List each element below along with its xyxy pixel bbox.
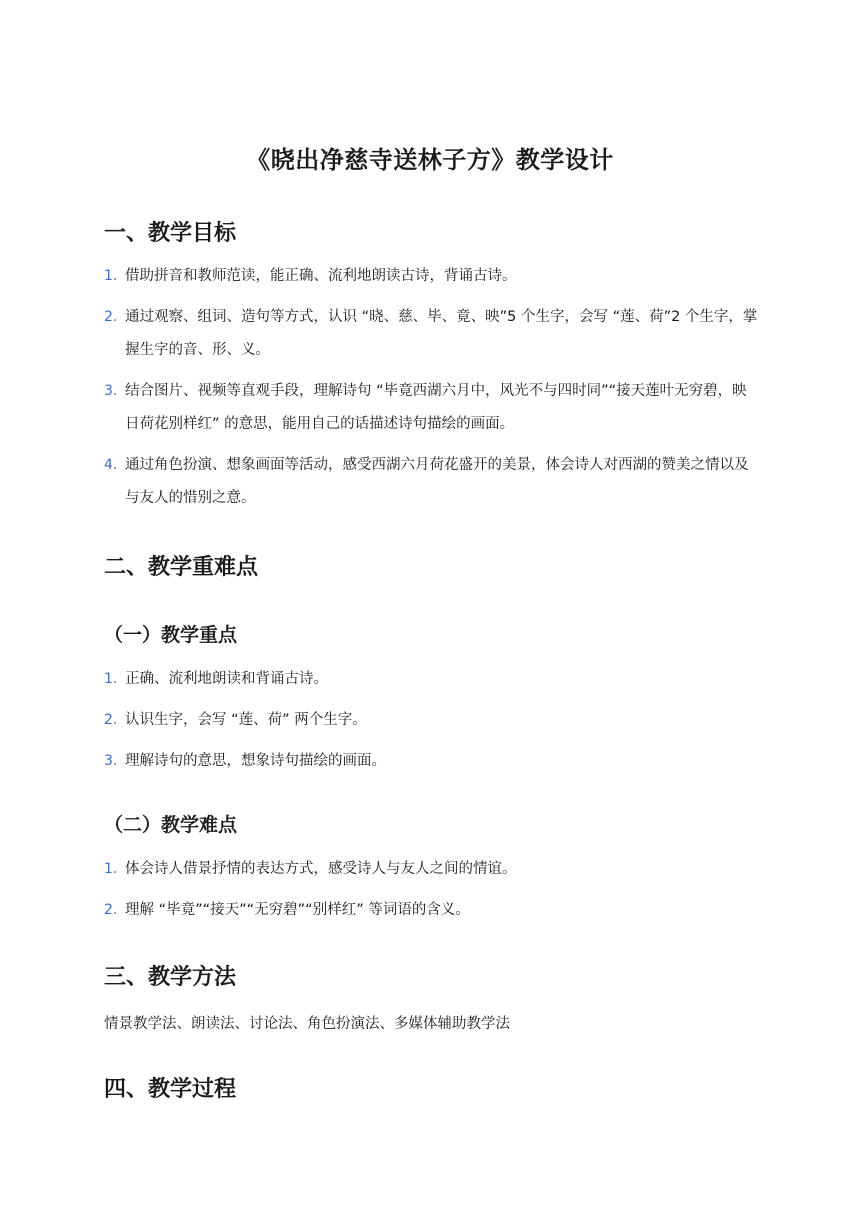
list-item-text: 正确、流利地朗读和背诵古诗。 — [125, 671, 328, 687]
list-item — [104, 704, 760, 737]
focus-list — [104, 663, 760, 786]
list-item-text: 理解 “毕竟”“接天”“无穷碧”“别样红” 等词语的含义。 — [125, 902, 470, 918]
list-number: 1. — [104, 861, 118, 877]
list-item — [104, 745, 760, 778]
list-number: 4. — [104, 457, 118, 473]
document-title: 《晓出净慈寺送林子方》教学设计 — [246, 146, 614, 174]
list-item — [104, 375, 760, 441]
list-number: 1. — [104, 268, 118, 284]
list-item-text: 认识生字，会写 “莲、荷” 两个生字。 — [125, 712, 367, 728]
section-heading-methods: 三、教学方法 — [104, 965, 237, 990]
section-heading-process: 四、教学过程 — [104, 1077, 237, 1102]
list-item-text: 理解诗句的意思，想象诗句描绘的画面。 — [125, 753, 386, 769]
subsection-heading-difficulty: （二）教学难点 — [104, 814, 238, 836]
list-number: 2. — [104, 309, 118, 325]
section-heading-goals: 一、教学目标 — [104, 221, 237, 246]
list-item — [104, 301, 760, 367]
difficulty-list — [104, 853, 760, 935]
list-item-text: 借助拼音和教师范读，能正确、流利地朗读古诗，背诵古诗。 — [125, 268, 517, 284]
list-item-text: 体会诗人借景抒情的表达方式，感受诗人与友人之间的情谊。 — [125, 861, 517, 877]
list-item-text: 结合图片、视频等直观手段，理解诗句 “毕竟西湖六月中，风光不与四时同”“接天莲叶无穷碧，映日荷花别样红” 的意思，能用自己的话描述诗句描绘的画面。 — [125, 383, 747, 432]
list-item-text: 通过角色扮演、想象画面等活动，感受西湖六月荷花盛开的美景，体会诗人对西湖的赞美之情以及与友人的惜别之意。 — [125, 457, 749, 506]
list-number: 2. — [104, 712, 118, 728]
goals-list — [104, 260, 760, 523]
list-item — [104, 449, 760, 515]
methods-text: 情景教学法、朗读法、讨论法、角色扮演法、多媒体辅助教学法 — [104, 1016, 510, 1032]
list-number: 3. — [104, 753, 118, 769]
list-item-text: 通过观察、组词、造句等方式，认识 “晓、慈、毕、竟、映”5 个生字，会写 “莲、荷”2 个生字，掌握生字的音、形、义。 — [125, 309, 758, 358]
list-item — [104, 853, 760, 886]
section-heading-key-points: 二、教学重难点 — [104, 555, 259, 580]
list-item — [104, 894, 760, 927]
list-item — [104, 663, 760, 696]
list-item — [104, 260, 760, 293]
subsection-heading-focus: （一）教学重点 — [104, 624, 238, 646]
list-number: 3. — [104, 383, 118, 399]
list-number: 1. — [104, 671, 118, 687]
list-number: 2. — [104, 902, 118, 918]
